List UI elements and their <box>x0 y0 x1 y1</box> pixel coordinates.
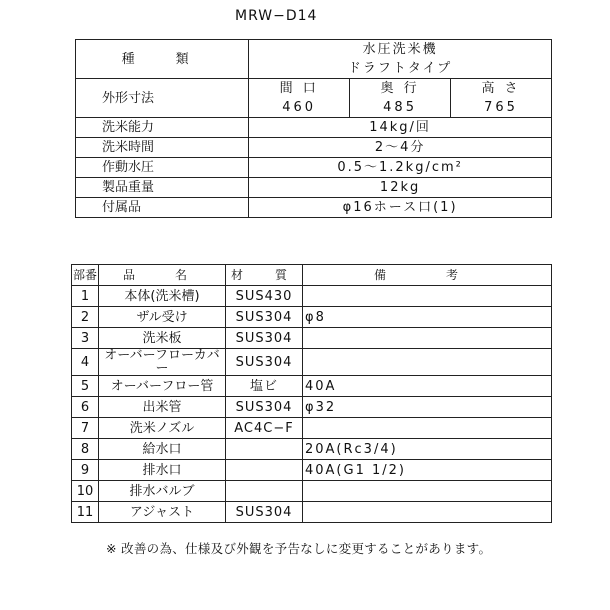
parts-row <box>72 439 552 460</box>
parts-row <box>72 349 552 376</box>
parts-row <box>72 328 552 349</box>
part-note <box>303 481 552 502</box>
part-material: SUS430 <box>226 286 303 307</box>
spec-type-value-1: 水圧洗米機 <box>249 40 552 60</box>
part-name: 排水口 <box>99 460 226 481</box>
part-note <box>303 418 552 439</box>
part-material: AC4C−F <box>226 418 303 439</box>
parts-header-material: 材 質 <box>226 265 303 286</box>
part-note <box>303 286 552 307</box>
parts-row <box>72 376 552 397</box>
parts-header-name: 品 名 <box>99 265 226 286</box>
parts-row <box>72 286 552 307</box>
dim-value-height: 765 <box>451 98 552 118</box>
spec-row-time <box>76 138 552 158</box>
part-material <box>226 439 303 460</box>
part-material: SUS304 <box>226 502 303 523</box>
spec-row-label: 洗米能力 <box>76 118 249 138</box>
part-name: 洗米ノズル <box>99 418 226 439</box>
part-name: 洗米板 <box>99 328 226 349</box>
part-note <box>303 328 552 349</box>
spec-row-weight <box>76 178 552 198</box>
part-name: オーバーフローカバー <box>99 349 226 376</box>
parts-row <box>72 307 552 328</box>
part-name: 給水口 <box>99 439 226 460</box>
part-number: 3 <box>72 328 99 349</box>
part-number: 6 <box>72 397 99 418</box>
part-material: SUS304 <box>226 328 303 349</box>
spec-row-type <box>76 40 552 60</box>
part-name: アジャスト <box>99 502 226 523</box>
part-name: 本体(洗米槽) <box>99 286 226 307</box>
part-number: 5 <box>72 376 99 397</box>
part-number: 8 <box>72 439 99 460</box>
part-material: SUS304 <box>226 307 303 328</box>
part-note: 40A <box>303 376 552 397</box>
parts-header-note: 備 考 <box>303 265 552 286</box>
spec-row-value: 2〜4分 <box>249 138 552 158</box>
part-material: SUS304 <box>226 349 303 376</box>
part-name: ザル受け <box>99 307 226 328</box>
parts-row <box>72 397 552 418</box>
spec-row-pressure <box>76 158 552 178</box>
part-number: 11 <box>72 502 99 523</box>
spec-row-label: 付属品 <box>76 198 249 218</box>
parts-header-no: 部番 <box>72 265 99 286</box>
spec-row-label: 作動水圧 <box>76 158 249 178</box>
part-number: 9 <box>72 460 99 481</box>
spec-row-label: 製品重量 <box>76 178 249 198</box>
part-name: オーバーフロー管 <box>99 376 226 397</box>
part-number: 10 <box>72 481 99 502</box>
footnote: ※ 改善の為、仕様及び外観を予告なしに変更することがあります。 <box>106 541 492 556</box>
part-material <box>226 460 303 481</box>
spec-row-capacity <box>76 118 552 138</box>
spec-type-value-2: ドラフトタイプ <box>249 59 552 79</box>
spec-row-label: 洗米時間 <box>76 138 249 158</box>
dim-value-depth: 485 <box>350 98 451 118</box>
part-number: 7 <box>72 418 99 439</box>
part-material: SUS304 <box>226 397 303 418</box>
spec-row-value: φ16ホース口(1) <box>249 198 552 218</box>
spec-row-value: 12kg <box>249 178 552 198</box>
part-number: 2 <box>72 307 99 328</box>
dim-header-height: 高 さ <box>451 79 552 99</box>
dim-header-depth: 奥 行 <box>350 79 451 99</box>
part-note: 40A(G1 1/2) <box>303 460 552 481</box>
parts-row <box>72 418 552 439</box>
part-material: 塩ビ <box>226 376 303 397</box>
model-number: MRW−D14 <box>235 8 318 24</box>
spec-type-label: 種 類 <box>76 40 249 79</box>
part-note <box>303 502 552 523</box>
dim-header-width: 間 口 <box>249 79 350 99</box>
spec-dim-label: 外形寸法 <box>76 79 249 118</box>
spec-row-dim-head <box>76 79 552 99</box>
parts-header-row <box>72 265 552 286</box>
part-note <box>303 349 552 376</box>
part-note: φ32 <box>303 397 552 418</box>
part-number: 1 <box>72 286 99 307</box>
spec-table <box>75 39 552 218</box>
parts-row <box>72 481 552 502</box>
part-material <box>226 481 303 502</box>
parts-row <box>72 502 552 523</box>
parts-row <box>72 460 552 481</box>
spec-row-value: 14kg/回 <box>249 118 552 138</box>
spec-row-accessories <box>76 198 552 218</box>
parts-table <box>71 264 552 523</box>
part-note: φ8 <box>303 307 552 328</box>
dim-value-width: 460 <box>249 98 350 118</box>
spec-row-value: 0.5〜1.2kg/cm² <box>249 158 552 178</box>
parts-body <box>72 286 552 523</box>
part-name: 出米管 <box>99 397 226 418</box>
part-note: 20A(Rc3/4) <box>303 439 552 460</box>
part-number: 4 <box>72 349 99 376</box>
part-name: 排水バルブ <box>99 481 226 502</box>
